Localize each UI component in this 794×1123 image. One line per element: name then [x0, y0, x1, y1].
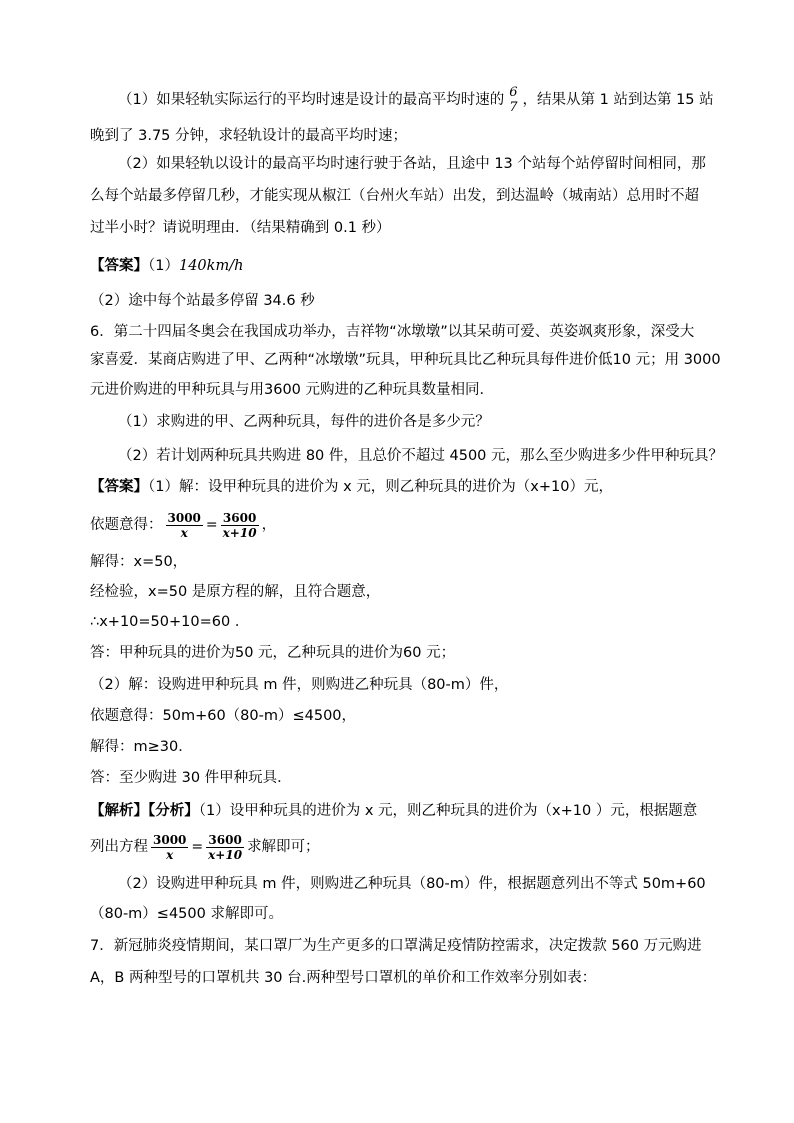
q6-answer-line-5: ∴x+10=50+10=60 ．: [90, 614, 250, 630]
q6-analysis-line-4: （80-m）≤4500 求解即可。: [90, 906, 283, 922]
frac-numerator: 3000: [167, 510, 201, 525]
q6-subquestion-2: （2）若计划两种玩具共购进 80 件，且总价不超过 4500 元，那么至少购进多少件甲种玩具？: [118, 448, 724, 464]
q6-answer-line-1: [90, 477, 613, 497]
q5-answer-1-value: 140km/h: [178, 258, 244, 274]
frac-denominator: x+10: [222, 525, 257, 540]
fraction-six-sevenths: [507, 86, 519, 114]
q6-stem-line-2: 家喜爱．某商店购进了甲、乙两种“冰墩墩”玩具，甲种玩具比乙种玩具每件进价低10 元；用 3000: [90, 352, 721, 368]
frac-numerator: 3000: [153, 832, 187, 847]
fraction-3000-over-x: [166, 512, 203, 539]
frac-numerator: 3600: [221, 512, 259, 526]
q7-stem-line-2: A，B 两种型号的口罩机共 30 台.两种型号口罩机的单价和工作效率分别如表：: [90, 970, 597, 986]
q5-subquestion-2-line-1: （2）如果轻轨以设计的最高平均时速行驶于各站，且途中 13 个站每个站停留时间相同，那: [118, 156, 706, 172]
q5-subquestion-2-line-3: 过半小时？请说明理由．（结果精确到 0.1 秒）: [90, 220, 391, 236]
q5-subquestion-1-line-2: 晚到了 3.75 分钟，求轻轨设计的最高平均时速；: [90, 128, 408, 144]
q6-answer-line-8: 依题意得：50m+60（80-m）≤4500，: [90, 708, 357, 724]
frac-numerator: 3600: [206, 834, 244, 848]
q6-answer-line-4: 经检验，x=50 是原方程的解，且符合题意，: [90, 584, 381, 600]
q6-answer-line-1-text: （1）解：设甲种玩具的进价为 x 元，则乙种玩具的进价为（x+10）元，: [148, 479, 613, 495]
q6-answer-line-6: 答：甲种玩具的进价为50 元，乙种玩具的进价为60 元；: [90, 645, 456, 661]
q5-answer-1: [90, 256, 243, 276]
answer-tag: 【答案】: [90, 258, 148, 274]
fraction-3000-over-x: [151, 834, 188, 861]
q6-equation-lead: 依题意得：: [90, 517, 163, 533]
q5-sub1-text-a: （1）如果轻轨实际运行的平均时速是设计的最高平均时速的: [118, 92, 505, 108]
fraction-3600-over-x-plus-10: [206, 834, 244, 861]
q6-answer-line-3: 解得：x=50，: [90, 554, 188, 570]
q6-analysis-equation-tail: 求解即可；: [247, 839, 320, 855]
q6-analysis-line-1-text: （1）设甲种玩具的进价为 x 元，则乙种玩具的进价为（x+10 ）元，根据题意: [198, 803, 698, 819]
q5-sub1-text-b: ，结果从第 1 站到达第 15 站: [522, 92, 714, 108]
q7-stem-line-1: 7．新冠肺炎疫情期间，某口罩厂为生产更多的口罩满足疫情防控需求，决定拨款 560 万元购进: [90, 938, 702, 954]
frac-denominator: x+10: [208, 847, 243, 862]
q6-analysis-line-3: （2）设购进甲种玩具 m 件，则购进乙种玩具（80-m）件，根据题意列出不等式 50m+60: [118, 876, 706, 892]
q6-answer-line-9: 解得：m≥30．: [90, 739, 193, 755]
frac-denominator: 7: [509, 100, 518, 115]
q5-subquestion-2-line-2: 么每个站最多停留几秒，才能实现从椒江（台州火车站）出发，到达温岭（城南站）总用时不超: [90, 188, 699, 204]
q6-analysis-line-1: [90, 801, 697, 821]
answer-tag: 【答案】: [90, 479, 148, 495]
q6-analysis-equation-lead: 列出方程: [90, 839, 148, 855]
q5-answer-2: （2）途中每个站最多停留 34.6 秒: [90, 293, 315, 309]
q6-answer-line-10: 答：至少购进 30 件甲种玩具．: [90, 770, 292, 786]
q6-subquestion-1: （1）求购进的甲、乙两种玩具，每件的进价各是多少元？: [118, 414, 490, 430]
q6-stem-line-1: 6．第二十四届冬奥会在我国成功举办，吉祥物“冰墩墩”以其呆萌可爱、英姿飒爽形象，深受大: [90, 324, 695, 340]
q6-answer-equation: 依题意得： $\frac{3000}{x}$ = $\frac{3600}{x+10}$ ，: [90, 510, 277, 540]
q6-analysis-line-2: 列出方程 $\frac{3000}{x}$ = $\frac{3600}{x+10}$ 求解即可；: [90, 832, 320, 862]
q6-equation-comma: ，: [261, 517, 277, 533]
fraction-3600-over-x-plus-10: [221, 512, 259, 539]
q6-stem-line-3: 元进价购进的甲种玩具与用3600 元购进的乙种玩具数量相同．: [90, 382, 495, 398]
q5-answer-1-prefix: （1）: [148, 258, 179, 274]
q6-answer-line-7: （2）解：设购进甲种玩具 m 件，则购进乙种玩具（80-m）件，: [90, 677, 509, 693]
frac-numerator: 6: [509, 85, 518, 100]
frac-denominator: x: [166, 847, 174, 862]
frac-denominator: x: [180, 525, 188, 540]
q5-subquestion-1-line-1: [118, 86, 714, 114]
analysis-tag: 【解析】【分析】: [90, 803, 199, 819]
